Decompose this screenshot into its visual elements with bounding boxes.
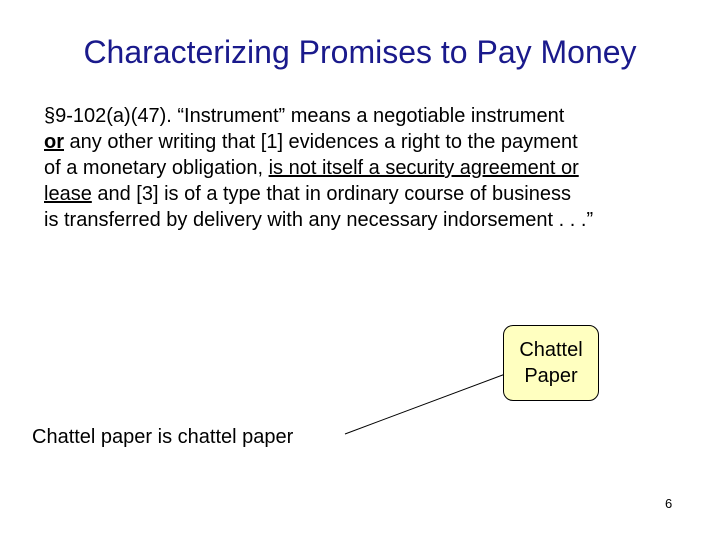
- definition-line-2-rest: any other writing that [1] evidences a right to the payment: [64, 131, 578, 153]
- slide-title: Characterizing Promises to Pay Money: [83, 34, 637, 70]
- definition-security-agreement-phrase: is not itself a security agreement or: [268, 157, 579, 179]
- definition-line-5: is transferred by delivery with any necessary indorsement . . .”: [44, 209, 594, 231]
- definition-line-1: §9-102(a)(47). “Instrument” means a negotiable instrument: [44, 105, 565, 127]
- definition-lease-word: lease: [44, 183, 92, 205]
- definition-line-4-rest: and [3] is of a type that in ordinary course of business: [91, 183, 571, 205]
- callout-line-2: Paper: [524, 365, 578, 387]
- definition-line-3-plain: of a monetary obligation,: [44, 157, 269, 179]
- definition-or-emphasis: or: [44, 131, 64, 153]
- chattel-paper-statement: Chattel paper is chattel paper: [32, 426, 294, 448]
- page-number: 6: [665, 496, 673, 511]
- callout-line-1: Chattel: [519, 339, 583, 361]
- chattel-paper-callout: [503, 325, 599, 401]
- connector-line: [345, 373, 508, 434]
